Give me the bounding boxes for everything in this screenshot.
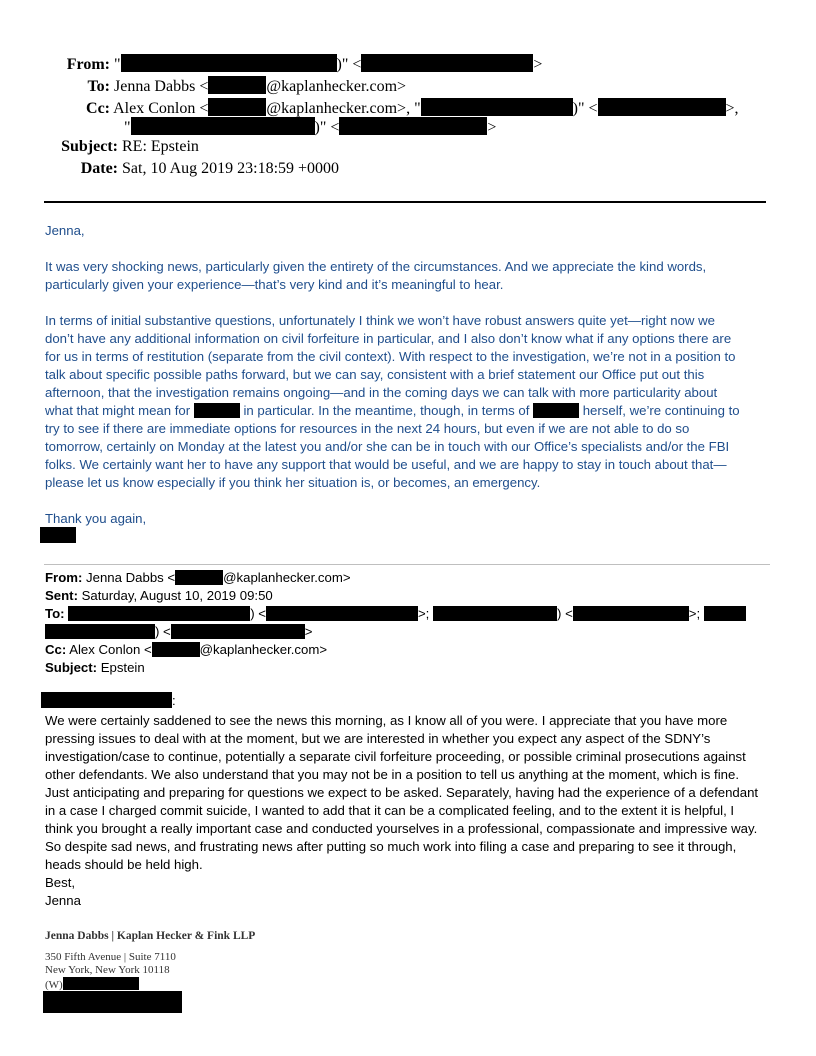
- header-from-end: >: [533, 56, 543, 73]
- original-to-text: ) <: [155, 624, 171, 639]
- original-line: heads should be held high.: [45, 857, 203, 872]
- redaction-block: [433, 606, 557, 621]
- redaction-block: [45, 624, 155, 639]
- signature-phone-row: [45, 977, 139, 991]
- header-date-label: Date:: [80, 160, 118, 177]
- original-to-text: >: [304, 624, 313, 639]
- redaction-block: [421, 98, 573, 116]
- redaction-block: [152, 642, 200, 657]
- reply-paragraph-2: [45, 312, 740, 492]
- header-date-value: Sat, 10 Aug 2019 23:18:59 +0000: [122, 160, 340, 177]
- header-to-label: To:: [87, 78, 110, 95]
- original-line: Just anticipating and preparing for questions we expect to be asked. Separately, having had the experience of a defendant: [45, 785, 759, 800]
- original-best: Best,: [45, 875, 76, 890]
- header-cc-name: Alex Conlon <: [113, 100, 209, 117]
- reply-line: afternoon, that the investigation remains ongoing—and in the coming days we can talk with more particularity about: [45, 385, 718, 400]
- header-to-row: [0, 76, 406, 96]
- signature-name-line: Jenna Dabbs | Kaplan Hecker & Fink LLP: [45, 930, 256, 942]
- redaction-block: [361, 54, 533, 72]
- original-subject-label: Subject:: [45, 660, 98, 675]
- reply-text-segment: in particular. In the meantime, though, in terms of: [243, 403, 530, 418]
- signature-phone-label: (W): [45, 979, 63, 991]
- original-to-row: [45, 605, 746, 623]
- reply-line: It was very shocking news, particularly given the entirety of the circumstances. And we appreciate the kind words,: [45, 259, 707, 274]
- redaction-block: [171, 624, 305, 639]
- reply-line: tomorrow, certainly on Monday at the latest you and/or she can be in touch with our Office’s specialists and/or the FBI: [45, 439, 730, 454]
- header-cc-row: [0, 98, 739, 118]
- header-from-quote: ": [114, 56, 121, 73]
- reply-line: please let us know especially if you think her situation is, or becomes, an emergency.: [45, 475, 541, 490]
- redaction-block: [339, 117, 487, 135]
- original-to-text: >;: [688, 606, 701, 621]
- header-cc-quote: )" <: [572, 100, 598, 117]
- redaction-block: [121, 54, 337, 72]
- original-salutation-colon: :: [172, 693, 176, 708]
- header-cc2-quote-close: )" <: [314, 119, 340, 136]
- original-line: investigation/case to continue, potentially a separate civil forfeiture proceeding, or possible criminal prosecutions against: [45, 749, 746, 764]
- redaction-block-signature: [43, 991, 182, 1013]
- reply-line: don’t have any additional information on civil forfeiture in particular, and I also don’t know what if any options there are: [45, 331, 732, 346]
- redaction-block: [63, 977, 139, 990]
- reply-line: talk about specific possible paths forward, but we can say, consistent with a brief statement our Office put out this: [45, 367, 705, 382]
- reply-line: for us in terms of restitution (separate from the civil context). With respect to the investigation, we’re not in a position to: [45, 349, 736, 364]
- original-to-text: >;: [417, 606, 430, 621]
- original-to-text: ) <: [557, 606, 573, 621]
- header-cc2-quote: ": [124, 119, 131, 136]
- signature-address-2: New York, New York 10118: [45, 964, 170, 976]
- header-from-quote-close: )" <: [336, 56, 362, 73]
- header-from-label: From:: [66, 56, 110, 73]
- reply-line: folks. We certainly want her to have any support that would be useful, and we are happy to stay in touch about that—: [45, 457, 727, 472]
- header-subject-row: [0, 138, 199, 156]
- reply-closing: Thank you again,: [45, 511, 147, 526]
- header-to-name: Jenna Dabbs <: [114, 78, 209, 95]
- original-cc-row: [45, 641, 327, 659]
- redaction-block: [208, 98, 266, 116]
- reply-text-segment: herself, we’re continuing to: [582, 403, 740, 418]
- original-name: Jenna: [45, 893, 81, 908]
- original-line: think you brought a really important case and conducted yourselves in a professional, compassionate and impressive way.: [45, 821, 758, 836]
- reply-line: try to see if there are immediate options for resources in the next 24 hours, but even if we are not able to do so: [45, 421, 690, 436]
- redaction-block: [598, 98, 726, 116]
- reply-text-segment: what that might mean for: [45, 403, 191, 418]
- original-from-row: [45, 569, 351, 587]
- original-line: We were certainly saddened to see the news this morning, as I know all of you were. I appreciate that you have more: [45, 713, 728, 728]
- reply-line: particularly given your experience—that’s very kind and it’s meaningful to hear.: [45, 277, 504, 292]
- redaction-block: [266, 606, 418, 621]
- redaction-block: [704, 606, 746, 621]
- original-line: pressing issues to deal with at the moment, but we are interested in whether you expect any aspect of the SDNY’s: [45, 731, 711, 746]
- original-subject-value: Epstein: [100, 660, 145, 675]
- original-cc-label: Cc:: [45, 642, 67, 657]
- original-cc-value: Alex Conlon <: [69, 642, 152, 657]
- header-to-domain: @kaplanhecker.com>: [266, 78, 407, 95]
- header-divider: [44, 201, 766, 203]
- reply-paragraph-1: [45, 258, 706, 294]
- original-line: other defendants. We also understand that you may not be in a position to tell us anything at the moment, which is fine.: [45, 767, 739, 782]
- redaction-block: [208, 76, 266, 94]
- header-cc-label: Cc:: [86, 100, 110, 117]
- reply-line: In terms of initial substantive questions, unfortunately I think we won’t have robust answers quite yet—right now we: [45, 313, 715, 328]
- header-cc2-end: >: [487, 119, 497, 136]
- original-to-label: To:: [45, 606, 65, 621]
- original-sent-value: Saturday, August 10, 2019 09:50: [81, 588, 273, 603]
- redaction-block: [68, 606, 250, 621]
- original-subject-row: [45, 659, 145, 677]
- reply-greeting: Jenna,: [45, 223, 85, 238]
- header-cc-row-2: [124, 117, 496, 137]
- original-salutation: [41, 692, 176, 710]
- original-sent-label: Sent:: [45, 588, 78, 603]
- header-cc-domain: @kaplanhecker.com>, ": [266, 100, 421, 117]
- original-body: [45, 712, 758, 910]
- redaction-block: [194, 403, 240, 418]
- header-date-row: [0, 160, 339, 178]
- header-cc-end: >,: [725, 100, 739, 117]
- original-from-domain: @kaplanhecker.com>: [223, 570, 351, 585]
- reply-line: [45, 402, 740, 420]
- header-subject-value: RE: Epstein: [122, 138, 199, 155]
- redaction-block: [573, 606, 689, 621]
- original-to-row-2: [45, 623, 312, 641]
- header-from-row: [0, 54, 542, 74]
- original-sent-row: [45, 587, 273, 605]
- original-to-text: ) <: [250, 606, 266, 621]
- redaction-block: [533, 403, 579, 418]
- original-cc-domain: @kaplanhecker.com>: [199, 642, 328, 657]
- original-from-value: Jenna Dabbs <: [86, 570, 176, 585]
- original-line: in a case I charged commit suicide, I wanted to add that it can be a complicated feeling, and to the extent it is helpful, I: [45, 803, 735, 818]
- redaction-block: [175, 570, 223, 585]
- redaction-block-signer: [40, 527, 76, 543]
- quoted-divider: [44, 564, 770, 565]
- signature-address-1: 350 Fifth Avenue | Suite 7110: [45, 951, 176, 963]
- redaction-block: [131, 117, 315, 135]
- original-line: So despite sad news, and frustrating news after putting so much work into filing a case and preparing to see it through,: [45, 839, 737, 854]
- redaction-block: [41, 692, 172, 708]
- header-subject-label: Subject:: [61, 138, 118, 155]
- original-from-label: From:: [45, 570, 83, 585]
